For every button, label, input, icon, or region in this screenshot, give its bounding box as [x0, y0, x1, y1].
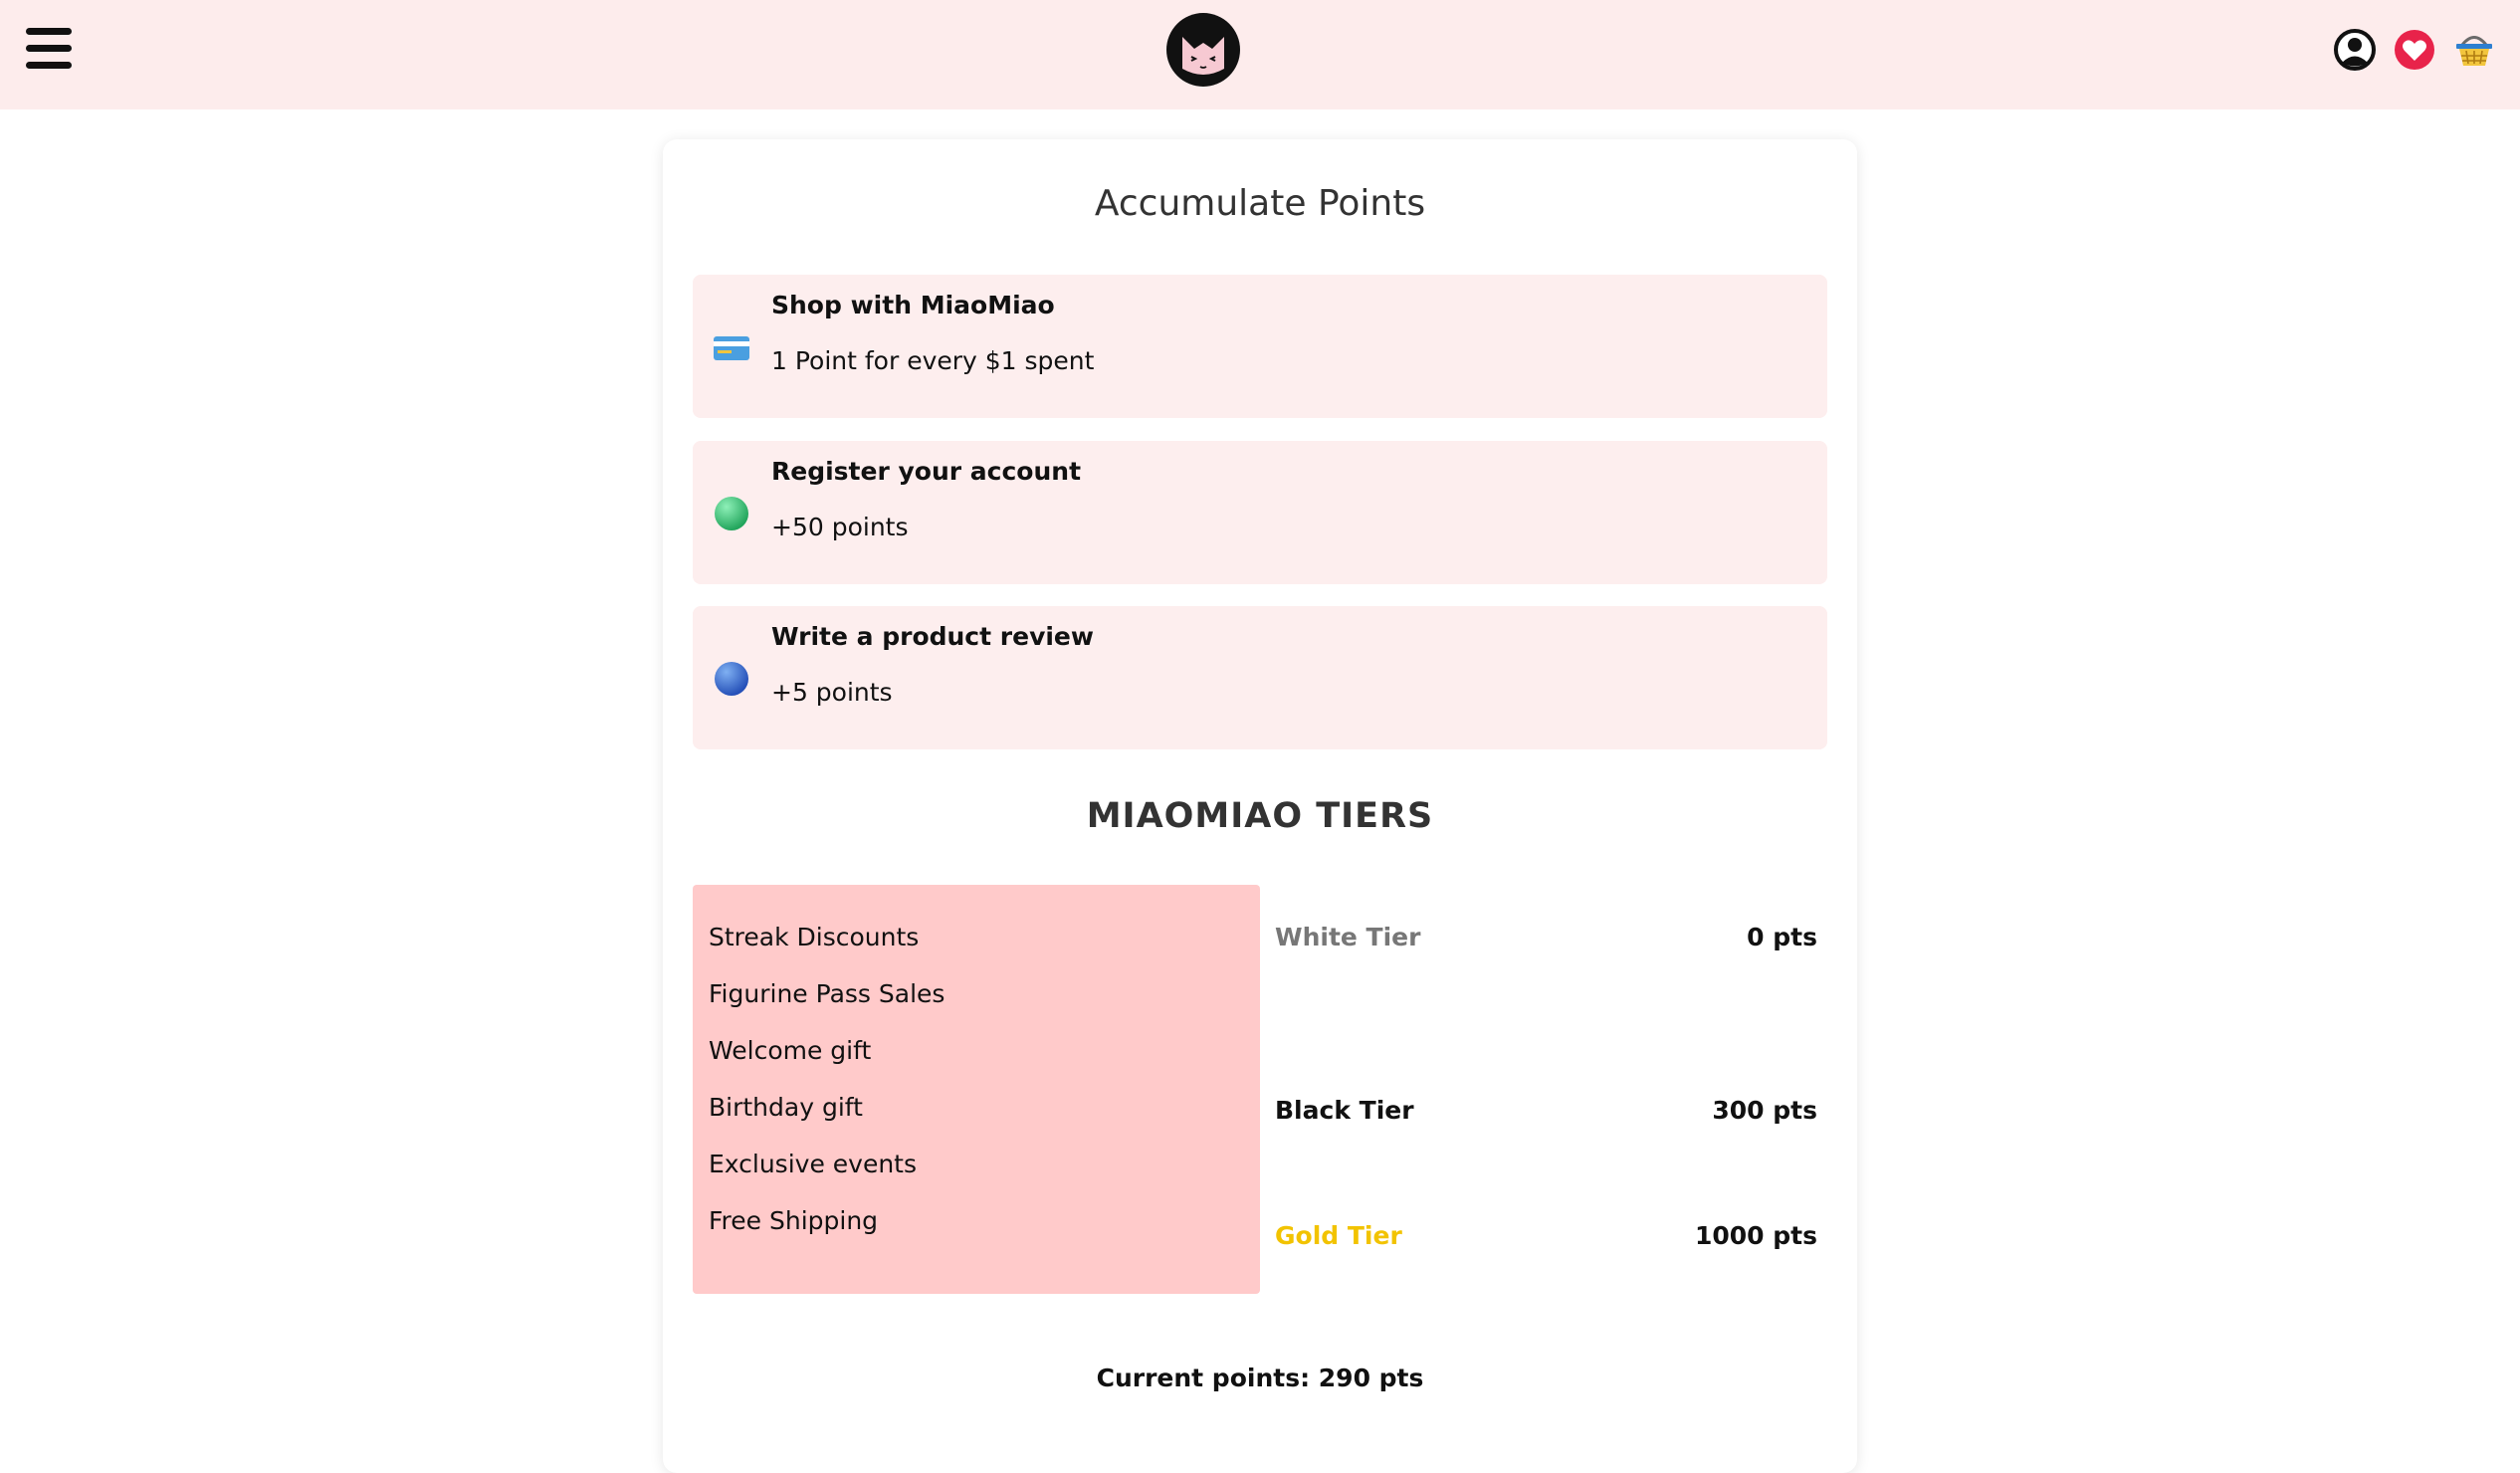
tier-row-gold	[1275, 1221, 1817, 1261]
benefit-item: Figurine Pass Sales	[709, 979, 945, 1008]
way-title: Shop with MiaoMiao	[771, 291, 1055, 319]
hamburger-menu-icon[interactable]	[26, 28, 72, 70]
benefit-item: Welcome gift	[709, 1036, 872, 1065]
way-description: +5 points	[771, 678, 893, 707]
tier-points: 300 pts	[1712, 1096, 1817, 1125]
tier-name: Black Tier	[1275, 1096, 1414, 1125]
benefit-item: Streak Discounts	[709, 923, 920, 951]
accumulate-points-title: Accumulate Points	[1094, 183, 1426, 224]
way-description: 1 Point for every $1 spent	[771, 346, 1095, 375]
benefit-item: Exclusive events	[709, 1150, 918, 1178]
way-title: Register your account	[771, 457, 1082, 486]
tier-points: 0 pts	[1747, 923, 1817, 951]
user-account-icon[interactable]	[2333, 28, 2377, 72]
current-points: Current points: 290 pts	[1096, 1364, 1424, 1392]
tier-points: 1000 pts	[1694, 1221, 1817, 1250]
cat-face-logo[interactable]	[1164, 11, 1242, 89]
benefits-list	[693, 885, 1260, 1294]
points-card	[663, 139, 1857, 1473]
way-register	[693, 441, 1827, 584]
tier-name: Gold Tier	[1275, 1221, 1402, 1250]
tiers-title: MIAOMIAO TIERS	[1086, 796, 1434, 836]
way-title: Write a product review	[771, 622, 1094, 651]
credit-card-icon	[713, 328, 750, 366]
tier-row-black	[1275, 1096, 1817, 1136]
benefit-item: Birthday gift	[709, 1093, 863, 1122]
heart-icon[interactable]	[2393, 28, 2436, 72]
blue-circle-icon	[713, 660, 750, 698]
way-shop	[693, 275, 1827, 418]
tier-name: White Tier	[1275, 923, 1421, 951]
shopping-basket-icon[interactable]	[2452, 28, 2496, 72]
top-navigation-bar	[0, 0, 2520, 109]
benefit-item: Free Shipping	[709, 1206, 879, 1235]
tier-row-white	[1275, 923, 1817, 962]
way-review	[693, 606, 1827, 749]
green-circle-icon	[713, 495, 750, 532]
way-description: +50 points	[771, 513, 909, 541]
